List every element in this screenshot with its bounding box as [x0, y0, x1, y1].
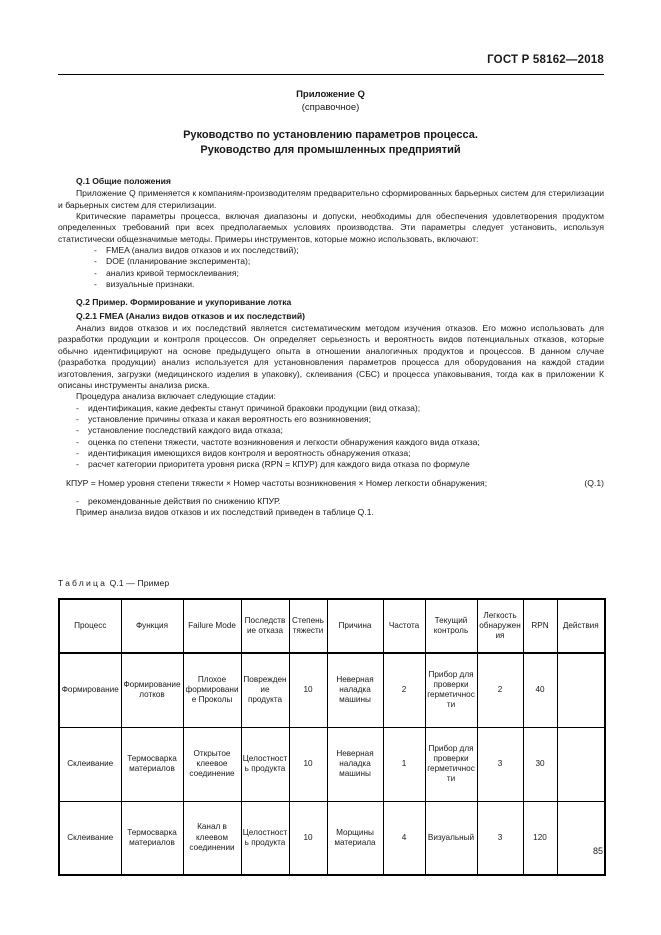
heading-q21: Q.2.1 FMEA (Анализ видов отказов и их последствий) — [76, 310, 306, 321]
paragraph-q21-1: Анализ видов отказов и их последствий является систематическим методом изучения отказов. Его можно использовать для разработки продукции и контроля процессов. Он определяет серьезность и вероятность видов потенциальных отказов, которые обычно идентифицируют на основе предыдущего опыта в отношении аналогичных продуктов и процессов. В данном случае (разработка продукции) анализ используется для установновления параметров процесса для оборудования на каждой стадии изготовления, загрузки (медицинского изделия в упаковку), склеивания (СБС) и процесса упаковывания, тогда как в приложении К описаны инструменты анализа риска. — [58, 323, 604, 390]
cell-detection: 3 — [477, 727, 523, 801]
cell-cause: Неверная наладка машины — [327, 727, 383, 801]
cell-failure-mode: Плохое формирование Проколы — [183, 653, 241, 727]
cell-detection: 2 — [477, 653, 523, 727]
table-header-row — [59, 599, 605, 653]
table-caption — [58, 578, 169, 588]
column-header-failure-mode: Failure Mode — [183, 599, 241, 653]
list-item-text: анализ кривой термосклеивания; — [106, 267, 239, 278]
column-header-control: Текущий контроль — [425, 599, 477, 653]
cell-detection: 3 — [477, 801, 523, 875]
cell-severity: 10 — [289, 653, 327, 727]
cell-effect: Целостность продукта — [241, 727, 289, 801]
cell-severity: 10 — [289, 727, 327, 801]
list-item-text: DOE (планирование эксперимента); — [106, 256, 251, 267]
list-dash: - — [94, 267, 97, 278]
paragraph-q1-2: Критические параметры процесса, включая диапазоны и допуски, необходимы для обеспечения удовлетворения продуктом определенных требований при всех предполагаемых условиях производства. Эти параметры следует установить, используя статистически общезначимые методы. Примеры инструментов, которые можно использовать, включают: — [58, 211, 604, 244]
cell-actions — [557, 801, 605, 875]
heading-q1: Q.1 Общие положения — [76, 176, 171, 186]
column-header-effect: Последствие отказа — [241, 599, 289, 653]
list-dash: - — [76, 402, 79, 413]
list-item-text: FMEA (анализ видов отказов и их последствий); — [106, 245, 299, 256]
column-header-function: Функция — [121, 599, 183, 653]
column-header-rpn: RPN — [523, 599, 557, 653]
cell-frequency: 1 — [383, 727, 425, 801]
cell-failure-mode: Канал в клеевом соединении — [183, 801, 241, 875]
table-row — [59, 727, 605, 801]
list-dash: - — [94, 245, 97, 256]
cell-rpn: 40 — [523, 653, 557, 727]
cell-function: Термосварка материалов — [121, 727, 183, 801]
column-header-detection: Легкость обнаружения — [477, 599, 523, 653]
cell-frequency: 2 — [383, 653, 425, 727]
list-item — [58, 425, 604, 436]
list-item — [58, 448, 604, 459]
list-item-text: визуальные признаки. — [106, 279, 195, 290]
page-title-line1: Руководство по установлению параметров процесса. — [183, 129, 478, 141]
list-item-text: идентификация имеющихся видов контроля и вероятность обнаружения отказа; — [88, 447, 411, 458]
page-title-line2: Руководство для промышленных предприятий — [200, 144, 461, 156]
list-dash: - — [94, 256, 97, 267]
cell-control: Прибор для проверки герметичности — [425, 727, 477, 801]
list-item-text: идентификация, какие дефекты станут причиной браковки продукции (вид отказа); — [88, 402, 421, 413]
formula-text: КПУР = Номер уровня степени тяжести × Номер частоты возникновения × Номер легкости обнаружения; — [66, 477, 488, 488]
annex-title: Приложение Q — [296, 89, 365, 100]
list-item-text: расчет категории приоритета уровня риска (RPN = КПУР) для каждого вида отказа по формуле — [88, 459, 470, 470]
list-item — [58, 459, 604, 470]
annex-block — [0, 88, 661, 114]
paragraph-q21-2: Процедура анализа включает следующие стадии: — [76, 391, 276, 402]
cell-control: Прибор для проверки герметичности — [425, 653, 477, 727]
column-header-severity: Степень тяжести — [289, 599, 327, 653]
paragraph-q1-1: Приложение Q применяется к компаниям-производителям предварительно сформированных барьерных систем для стерилизации и барьерных систем для стерилизации. — [58, 188, 604, 210]
page-number: 85 — [592, 846, 603, 856]
cell-process: Склеивание — [59, 727, 121, 801]
page-title — [0, 128, 661, 158]
cell-cause: Морщины материала — [327, 801, 383, 875]
heading-q2: Q.2 Пример. Формирование и укупоривание лотка — [76, 297, 292, 308]
list-item — [58, 496, 604, 507]
table-caption-rest: Q.1 — Пример — [109, 578, 170, 588]
cell-severity: 10 — [289, 801, 327, 875]
column-header-process: Процесс — [59, 599, 121, 653]
list-dash: - — [76, 495, 79, 506]
header-rule — [58, 74, 604, 75]
cell-cause: Неверная наладка машины — [327, 653, 383, 727]
cell-process: Склеивание — [59, 801, 121, 875]
list-item — [58, 268, 604, 279]
body-text — [58, 176, 604, 519]
column-header-actions: Действия — [557, 599, 605, 653]
list-dash: - — [76, 436, 79, 447]
formula-number: (Q.1) — [584, 477, 604, 488]
fmea-table — [58, 598, 606, 876]
cell-frequency: 4 — [383, 801, 425, 875]
standard-header: ГОСТ Р 58162—2018 — [487, 54, 604, 66]
list-item — [58, 437, 604, 448]
list-dash: - — [94, 279, 97, 290]
list-item — [58, 403, 604, 414]
list-item — [58, 256, 604, 267]
cell-process: Формирование — [59, 653, 121, 727]
cell-effect: Целостность продукта — [241, 801, 289, 875]
list-dash: - — [76, 425, 79, 436]
list-item — [58, 245, 604, 256]
cell-function: Термосварка материалов — [121, 801, 183, 875]
list-dash: - — [76, 459, 79, 470]
formula-line — [58, 478, 604, 489]
list-item-text: рекомендованные действия по снижению КПУР. — [88, 495, 281, 506]
cell-actions — [557, 653, 605, 727]
column-header-cause: Причина — [327, 599, 383, 653]
cell-rpn: 30 — [523, 727, 557, 801]
list-dash: - — [76, 447, 79, 458]
cell-failure-mode: Открытое клеевое соединение — [183, 727, 241, 801]
list-item-text: оценка по степени тяжести, частоте возникновения и легкости обнаружения каждого вида отказа; — [88, 436, 480, 447]
list-item — [58, 414, 604, 425]
column-header-frequency: Частота — [383, 599, 425, 653]
cell-control: Визуальный — [425, 801, 477, 875]
annex-subtitle: (справочное) — [301, 102, 360, 113]
cell-function: Формирование лотков — [121, 653, 183, 727]
cell-effect: Повреждение продукта — [241, 653, 289, 727]
table-row — [59, 653, 605, 727]
list-item — [58, 279, 604, 290]
cell-rpn: 120 — [523, 801, 557, 875]
cell-actions — [557, 727, 605, 801]
list-item-text: установление последствий каждого вида отказа; — [88, 425, 283, 436]
list-item-text: установление причины отказа и какая вероятность его возникновения; — [88, 413, 371, 424]
paragraph-q21-3: Пример анализа видов отказов и их последствий приведен в таблице Q.1. — [76, 507, 374, 518]
table-caption-label: Таблица — [58, 578, 108, 588]
list-dash: - — [76, 413, 79, 424]
table-row — [59, 801, 605, 875]
